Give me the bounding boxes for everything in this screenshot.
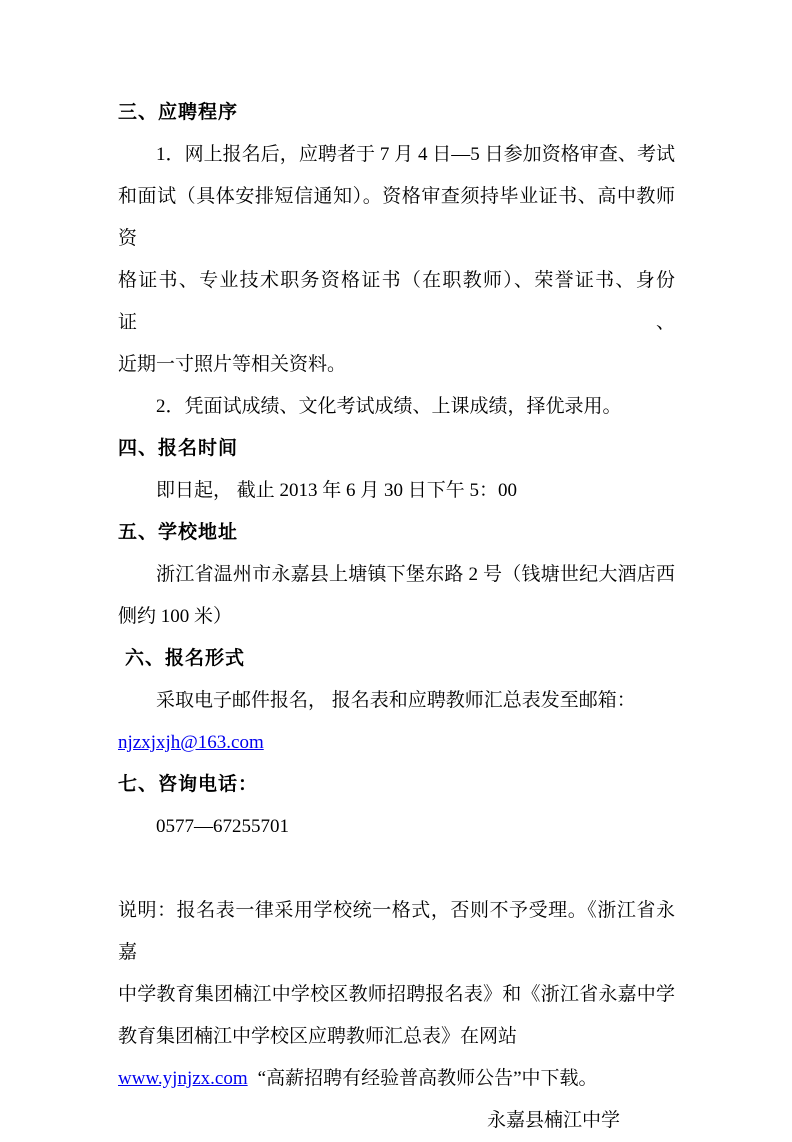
- note-line: 中学教育集团楠江中学校区教师招聘报名表》和《浙江省永嘉中学: [118, 984, 675, 1005]
- paragraph-line: 采取电子邮件报名， 报名表和应聘教师汇总表发至邮箱：: [156, 690, 636, 711]
- note-tail-text: “高薪招聘有经验普高教师公告”中下载。: [257, 1068, 598, 1089]
- section-heading-4: 四、报名时间: [118, 438, 239, 459]
- paragraph-line: 侧约 100 米）: [118, 606, 233, 627]
- phone-number: 0577—67255701: [156, 816, 289, 837]
- paragraph-line: 1．网上报名后，应聘者于 7 月 4 日—5 日参加资格审查、考试: [156, 144, 675, 165]
- paragraph-line: 格证书、专业技术职务资格证书（在职教师）、荣誉证书、身份证、: [118, 270, 675, 333]
- paragraph-line: 浙江省温州市永嘉县上塘镇下堡东路 2 号（钱塘世纪大酒店西: [156, 564, 675, 585]
- paragraph-line: 2．凭面试成绩、文化考试成绩、上课成绩，择优录用。: [156, 396, 622, 417]
- section-heading-7: 七、咨询电话：: [118, 774, 259, 795]
- signature: 永嘉县楠江中学: [486, 1110, 620, 1131]
- section-heading-3: 三、应聘程序: [118, 102, 239, 123]
- note-line: 说明：报名表一律采用学校统一格式，否则不予受理。《浙江省永嘉: [118, 900, 675, 963]
- document-body: [118, 92, 675, 1142]
- website-link[interactable]: www.yjnjzx.com: [118, 1068, 248, 1089]
- email-link[interactable]: njzxjxjh@163.com: [118, 732, 264, 753]
- paragraph-line: 近期一寸照片等相关资料。: [118, 354, 347, 375]
- section-heading-6: 六、报名形式: [125, 648, 246, 669]
- paragraph-line: 即日起， 截止 2013 年 6 月 30 日下午 5：00: [156, 480, 518, 501]
- blank-line: [118, 848, 675, 890]
- paragraph-line: [118, 722, 675, 764]
- paragraph-line: 和面试（具体安排短信通知）。资格审查须持毕业证书、高中教师资: [118, 186, 675, 249]
- note-line: 教育集团楠江中学校区应聘教师汇总表》在网站: [118, 1026, 518, 1047]
- section-heading-5: 五、学校地址: [118, 522, 239, 543]
- note-line: [118, 1058, 675, 1100]
